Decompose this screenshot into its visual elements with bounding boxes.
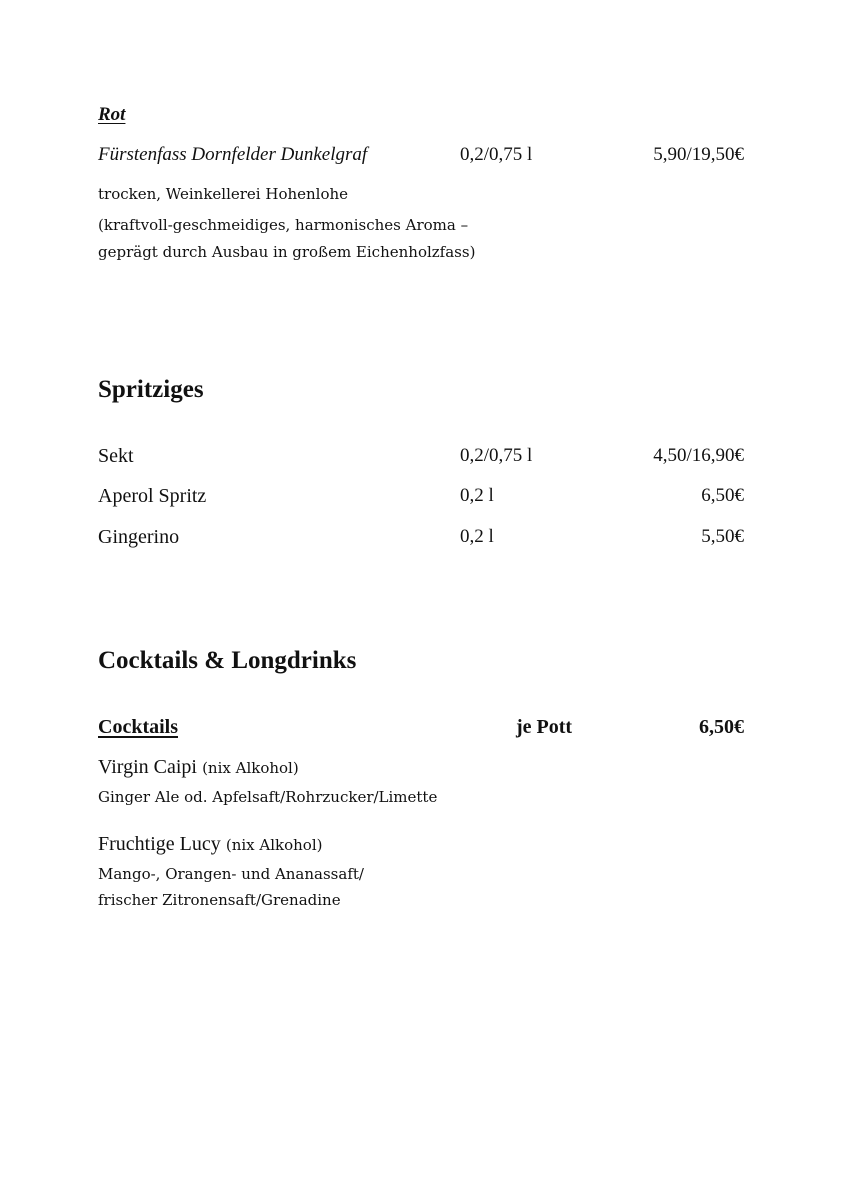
cocktail-item <box>98 756 299 779</box>
wine-name: Fürstenfass Dornfelder Dunkelgraf <box>98 144 368 165</box>
wine-volume: 0,2/0,75 l <box>460 144 533 165</box>
cocktail-name: Fruchtige Lucy <box>98 833 221 855</box>
cocktails-unit: je Pott <box>516 716 573 738</box>
cocktail-ingredients: Ginger Ale od. Apfelsaft/Rohrzucker/Limette <box>98 788 438 806</box>
spritziges-item-volume: 0,2 l <box>460 526 494 547</box>
cocktail-ingredients: frischer Zitronensaft/Grenadine <box>98 891 341 909</box>
cocktails-heading: Cocktails <box>98 716 178 738</box>
spritziges-item-volume: 0,2/0,75 l <box>460 445 533 466</box>
spritziges-title: Spritziges <box>98 376 204 403</box>
cocktail-note: (nix Alkohol) <box>202 759 299 777</box>
rot-heading: Rot <box>98 104 126 125</box>
spritziges-item-price: 5,50€ <box>701 526 744 547</box>
wine-price: 5,90/19,50€ <box>653 144 744 165</box>
spritziges-item-price: 4,50/16,90€ <box>653 445 744 466</box>
cocktails-price: 6,50€ <box>699 716 744 738</box>
wine-line1: trocken, Weinkellerei Hohenlohe <box>98 185 349 203</box>
spritziges-item-name: Gingerino <box>98 526 180 548</box>
spritziges-item-price: 6,50€ <box>701 485 744 506</box>
wine-description: (kraftvoll-geschmeidiges, harmonisches Aroma – geprägt durch Ausbau in großem Eichenholzfass) <box>98 216 476 261</box>
cocktail-ingredients: Mango-, Orangen- und Ananassaft/ <box>98 865 364 883</box>
spritziges-item-name: Sekt <box>98 445 134 467</box>
cocktail-item <box>98 833 322 856</box>
spritziges-item-name: Aperol Spritz <box>98 485 207 507</box>
spritziges-item-volume: 0,2 l <box>460 485 494 506</box>
cocktail-name: Virgin Caipi <box>98 756 197 778</box>
cocktail-note: (nix Alkohol) <box>225 836 323 854</box>
cocktails-longdrinks-title: Cocktails & Longdrinks <box>98 647 357 674</box>
